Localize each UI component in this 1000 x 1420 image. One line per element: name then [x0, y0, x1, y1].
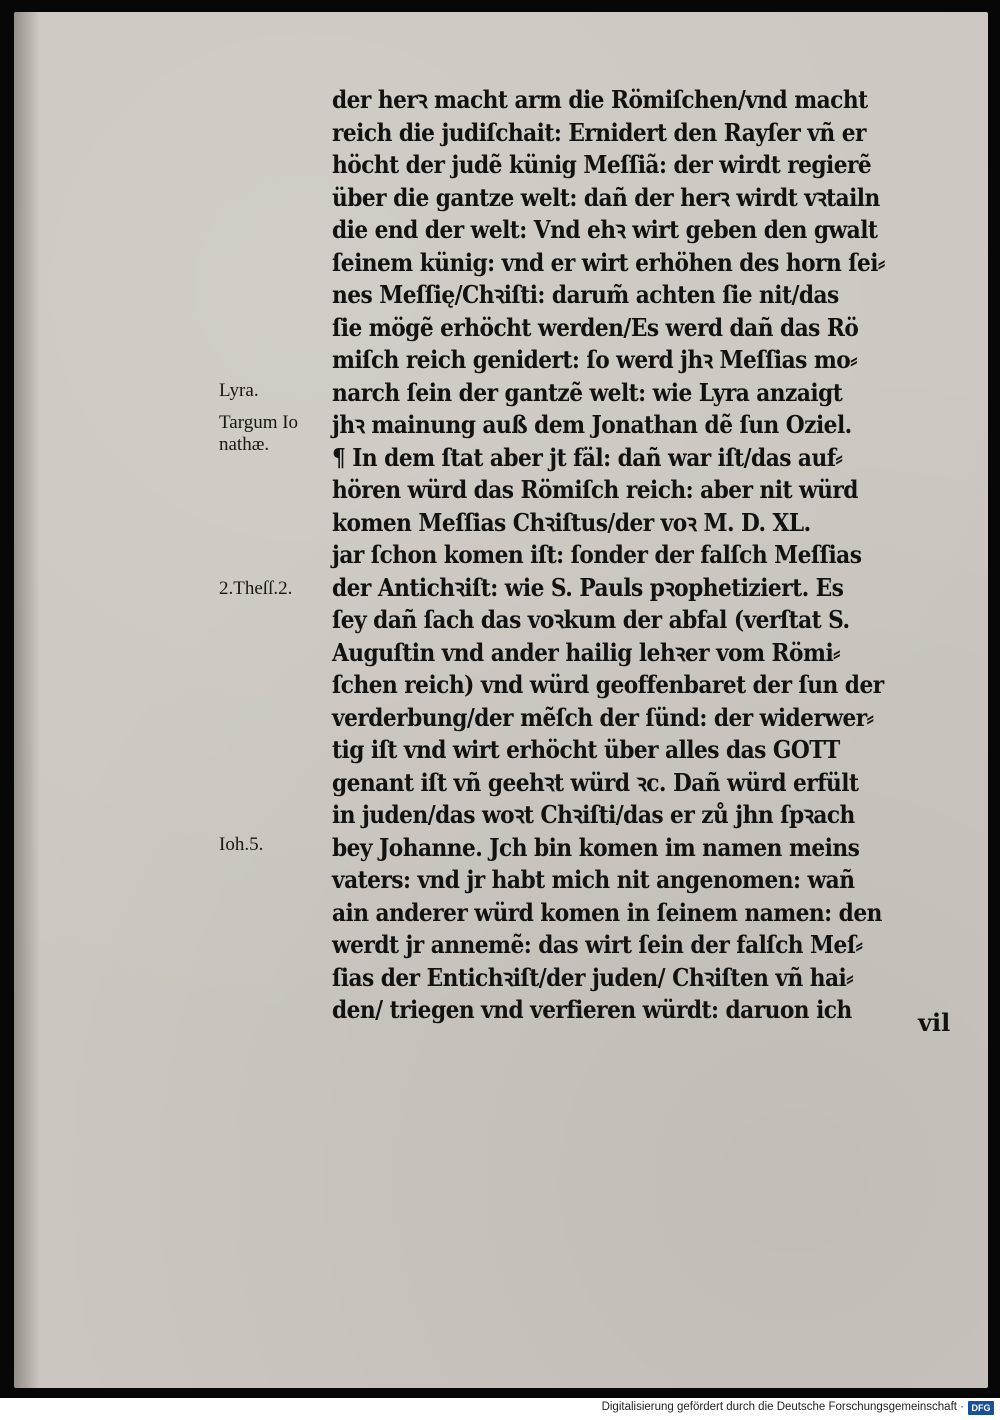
text-line: ſias der Entichꝛiſt/der juden/ Chꝛiſten vñ hai⸗ [332, 962, 853, 992]
text-line: höcht der judẽ künig Meſſiã: der wirdt regierẽ [332, 150, 872, 179]
text-line: komen Meſſias Chꝛiſtus/der voꝛ M. D. XL. [332, 507, 811, 537]
margin-note-ioh: Ioh.5. [219, 834, 264, 855]
page-gutter-shadow [14, 12, 40, 1388]
text-line: vaters: vnd jr habt mich nit angenomen: wañ [332, 865, 855, 894]
text-line: miſch reich genidert: ſo werd jhꝛ Meſſias mo⸗ [332, 345, 857, 374]
text-line: Auguſtin vnd ander hailig lehꝛer vom Römi⸗ [332, 637, 840, 667]
text-line: nes Meſſię/Chꝛiſti: darum̃ achten ſie nit/das [332, 280, 839, 309]
text-line: hören würd das Römiſch reich: aber nit würd [332, 475, 858, 504]
text-line: narch ſein der gantzẽ welt: wie Lyra anzaigt [332, 377, 843, 407]
margin-note-lyra: Lyra. [219, 380, 259, 401]
catchword: vil [918, 1008, 951, 1037]
text-line: ſie mögẽ erhöcht werden/Es werd dañ das Rö [332, 312, 859, 342]
text-line: tig iſt vnd wirt erhöcht über alles das GOTT [332, 735, 840, 764]
text-line: genant iſt vñ geehꝛt würd ꝛc. Dañ würd erfült [332, 767, 859, 797]
text-line: ain anderer würd komen in ſeinem namen: den [332, 897, 882, 927]
footer-bar [0, 1398, 1000, 1420]
text-line: ſey dañ ſach das voꝛkum der abfal (verſtat S. [332, 605, 850, 634]
text-line: jar ſchon komen iſt: ſonder der falſch Meſſias [332, 540, 862, 569]
dfg-logo-icon: DFG [968, 1401, 994, 1415]
text-line: werdt jr annemẽ: das wirt ſein der falſch Meſ⸗ [332, 930, 863, 959]
text-line: den/ triegen vnd verfieren würdt: daruon ich [332, 995, 852, 1024]
text-line: verderbung/der mẽſch der ſünd: der widerwer⸗ [332, 702, 874, 732]
text-line: reich die judiſchait: Ernidert den Rayſer vñ er [332, 117, 866, 147]
text-line: ſeinem künig: vnd er wirt erhöhen des horn ſei⸗ [332, 247, 885, 277]
text-line: bey Johanne. Jch bin komen im namen meins [332, 832, 860, 862]
margin-note-targum: Targum Io nathæ. [219, 412, 299, 455]
text-line: in juden/das woꝛt Chꝛiſti/das er zů jhn ſpꝛach [332, 800, 855, 829]
text-line: der Antichꝛiſt: wie S. Pauls pꝛophetiziert. Es [332, 572, 844, 602]
text-line: die end der welt: Vnd ehꝛ wirt geben den gwalt [332, 215, 878, 244]
main-text-block [332, 84, 962, 1027]
text-line: der herꝛ macht arm die Römiſchen/vnd macht [332, 85, 868, 114]
margin-note-thess: 2.Theſſ.2. [219, 578, 293, 599]
footer-credit: Digitalisierung gefördert durch die Deutsche Forschungsgemeinschaft · [601, 1401, 964, 1413]
text-line: ſchen reich) vnd würd geoffenbaret der ſun der [332, 670, 884, 699]
text-line: jhꝛ mainung auß dem Jonathan dẽ ſun Oziel. [332, 410, 852, 439]
text-line: ¶ In dem ſtat aber jt fäl: dañ war iſt/das auf⸗ [332, 442, 843, 472]
text-line: über die gantze welt: dañ der herꝛ wirdt vꝛtailn [332, 182, 880, 212]
